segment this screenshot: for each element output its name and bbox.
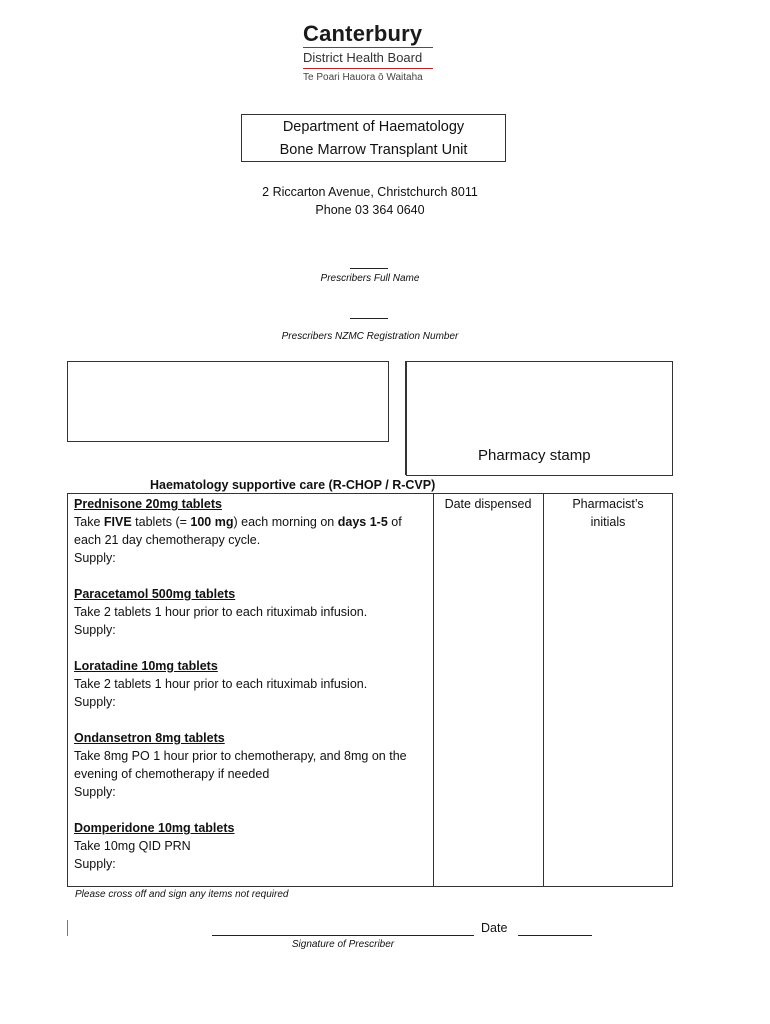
logo-subtitle: District Health Board	[303, 50, 423, 65]
address-block	[0, 183, 740, 219]
signature-line[interactable]	[212, 935, 474, 936]
logo-maori: Te Poari Hauora ō Waitaha	[303, 72, 423, 83]
medication-item-ondansetron	[74, 729, 429, 801]
medication-name: Ondansetron 8mg tablets	[74, 731, 225, 745]
medication-name: Loratadine 10mg tablets	[74, 659, 218, 673]
logo-brand: Canterbury	[303, 21, 423, 46]
department-box	[241, 114, 506, 162]
column-divider-1	[433, 493, 434, 887]
medication-list	[74, 495, 429, 891]
prescriber-nzmc-label: Prescribers NZMC Registration Number	[281, 331, 459, 342]
cross-off-note: Please cross off and sign any items not required	[75, 889, 289, 900]
medication-instructions: Take FIVE tablets (= 100 mg) each morning on days 1-5 of each 21 day chemotherapy cycle.	[74, 515, 402, 547]
cdhb-logo	[303, 22, 443, 84]
logo-rule	[303, 47, 433, 48]
prescriber-name-label: Prescribers Full Name	[320, 273, 420, 284]
medication-name: Paracetamol 500mg tablets	[74, 587, 236, 601]
medication-instructions: Take 10mg QID PRN	[74, 839, 191, 853]
table-title: Haematology supportive care (R-CHOP / R-CVP)	[150, 478, 436, 492]
patient-details-box[interactable]	[67, 361, 389, 442]
medication-supply: Supply:	[74, 623, 116, 637]
medication-instructions: Take 2 tablets 1 hour prior to each rituximab infusion.	[74, 605, 368, 619]
medication-supply: Supply:	[74, 551, 116, 565]
date-dispensed-header: Date dispensed	[444, 497, 532, 511]
pharmacy-stamp-label: Pharmacy stamp	[478, 447, 591, 464]
date-label: Date	[481, 921, 508, 935]
column-divider-2	[543, 493, 544, 887]
medication-supply: Supply:	[74, 695, 116, 709]
phone-number: Phone 03 364 0640	[315, 203, 425, 217]
medication-item-prednisone	[74, 495, 429, 567]
medication-item-loratadine	[74, 657, 429, 711]
unit-name: Bone Marrow Transplant Unit	[279, 142, 468, 158]
medication-item-domperidone	[74, 819, 429, 873]
medication-item-paracetamol	[74, 585, 429, 639]
prescriber-nzmc-line[interactable]	[350, 318, 388, 319]
signature-label: Signature of Prescriber	[291, 939, 395, 950]
street-address: 2 Riccarton Avenue, Christchurch 8011	[262, 185, 478, 199]
prescriber-name-line[interactable]	[350, 268, 388, 269]
department-name: Department of Haematology	[282, 119, 465, 135]
medication-instructions: Take 2 tablets 1 hour prior to each rituximab infusion.	[74, 677, 368, 691]
medication-supply: Supply:	[74, 857, 116, 871]
pharmacist-initials-header: Pharmacist’s initials	[572, 497, 644, 529]
medication-name: Prednisone 20mg tablets	[74, 497, 222, 511]
margin-mark	[67, 920, 68, 936]
medication-name: Domperidone 10mg tablets	[74, 821, 235, 835]
date-line[interactable]	[518, 935, 592, 936]
logo-rule-2	[303, 68, 433, 69]
medication-instructions: Take 8mg PO 1 hour prior to chemotherapy, and 8mg on the evening of chemotherapy if needed	[74, 749, 407, 781]
medication-supply: Supply:	[74, 785, 116, 799]
